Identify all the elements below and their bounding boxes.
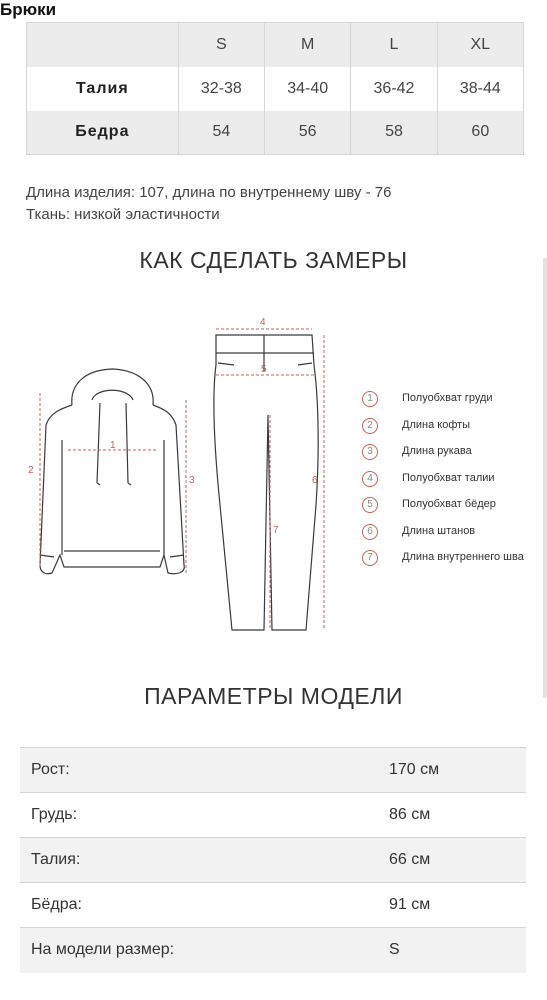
table-cell: 38-44	[437, 67, 523, 111]
legend-number-badge: 3	[362, 444, 378, 460]
product-length-text: Длина изделия: 107, длина по внутреннему шву - 76	[26, 184, 392, 201]
table-cell: 60	[437, 111, 523, 155]
size-header-s: S	[178, 23, 264, 67]
pants-illustration	[214, 335, 318, 630]
diagram-number-5: 5	[261, 364, 267, 375]
legend-number-badge: 5	[362, 497, 378, 513]
param-label: Бёдра:	[20, 883, 376, 928]
legend-number-badge: 7	[362, 550, 378, 566]
table-cell: 32-38	[178, 67, 264, 111]
param-label: Грудь:	[20, 793, 376, 838]
table-row	[20, 928, 526, 973]
table-row	[20, 883, 526, 928]
legend-item	[360, 523, 547, 543]
legend-number-badge: 4	[362, 471, 378, 487]
size-table-corner-cell	[27, 23, 179, 67]
measure-section-title: КАК СДЕЛАТЬ ЗАМЕРЫ	[139, 247, 408, 273]
param-value: 91 см	[376, 883, 526, 928]
param-value: 86 см	[376, 793, 526, 838]
diagram-number-7: 7	[273, 525, 279, 536]
legend-label: Полуобхват бёдер	[402, 498, 496, 510]
legend-label: Полуобхват талии	[402, 472, 495, 484]
table-cell: 36-42	[351, 67, 437, 111]
row-label-hips: Бедра	[27, 111, 179, 155]
row-label-waist: Талия	[76, 79, 129, 97]
legend-item	[360, 496, 547, 516]
legend-item	[360, 549, 547, 569]
param-value: 66 см	[376, 838, 526, 883]
diagram-number-6: 6	[312, 475, 318, 486]
table-row	[20, 748, 526, 793]
size-header-xl: XL	[437, 23, 523, 67]
legend-number-badge: 6	[362, 524, 378, 540]
fabric-text: Ткань: низкой эластичности	[26, 206, 220, 223]
diagram-number-1: 1	[110, 440, 116, 451]
legend-label: Длина рукава	[402, 445, 472, 457]
hoodie-illustration	[40, 369, 184, 574]
product-title: Брюки	[0, 0, 57, 19]
legend-number-badge: 2	[362, 418, 378, 434]
diagram-number-4: 4	[260, 317, 266, 328]
diagram-number-3: 3	[189, 475, 195, 486]
table-row	[20, 793, 526, 838]
legend-label: Длина штанов	[402, 525, 476, 537]
param-label: На модели размер:	[20, 928, 376, 973]
legend-item	[360, 417, 547, 437]
table-cell: 54	[178, 111, 264, 155]
size-chart-table	[26, 22, 524, 155]
model-section-title: ПАРАМЕТРЫ МОДЕЛИ	[144, 683, 403, 709]
measurement-diagram	[0, 305, 350, 640]
legend-item	[360, 443, 547, 463]
legend-label: Длина кофты	[402, 419, 471, 431]
diagram-number-2: 2	[28, 465, 34, 476]
table-cell: 56	[265, 111, 351, 155]
legend-label: Полуобхват груди	[402, 392, 493, 404]
size-table-header-row	[27, 23, 524, 67]
table-cell: 34-40	[265, 67, 351, 111]
measurement-lines	[40, 329, 324, 630]
size-header-m: M	[265, 23, 351, 67]
table-cell: 58	[351, 111, 437, 155]
legend-item	[360, 390, 547, 410]
param-value: S	[376, 928, 526, 973]
size-table-row-waist	[27, 67, 524, 111]
legend-item	[360, 470, 547, 490]
param-label: Рост:	[20, 748, 376, 793]
model-params-table	[20, 747, 526, 973]
param-label: Талия:	[20, 838, 376, 883]
size-table-row-hips	[27, 111, 524, 155]
size-header-l: L	[351, 23, 437, 67]
legend-number-badge: 1	[362, 391, 378, 407]
table-row	[20, 838, 526, 883]
legend-label: Длина внутреннего шва	[402, 551, 524, 563]
param-value: 170 см	[376, 748, 526, 793]
